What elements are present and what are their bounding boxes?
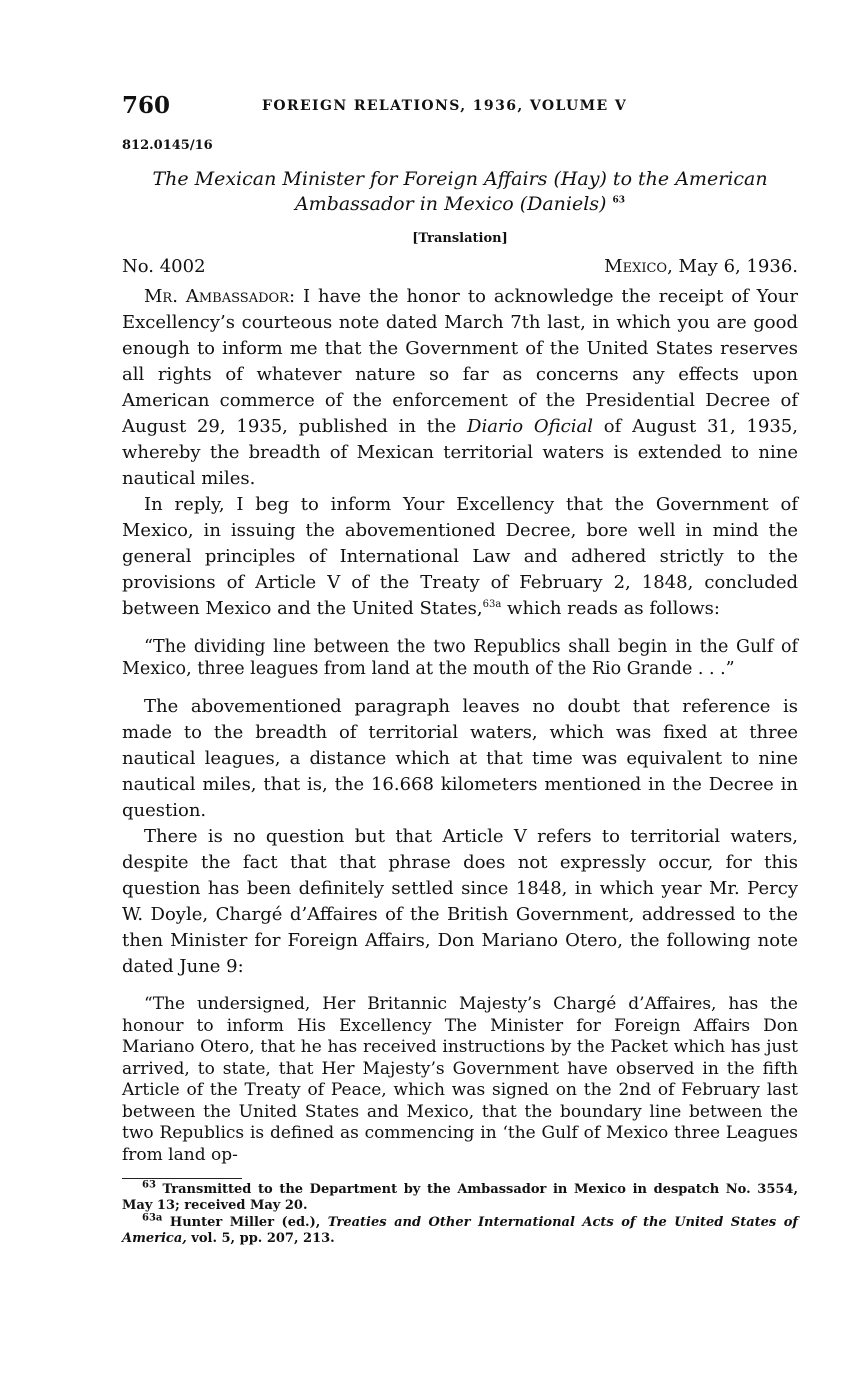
paragraph-2-text-a: In reply, I beg to inform Your Excellency that the Government of Mexico, in issuing the abovementioned Decree, bore well in mind the general principles of International Law and adhered strictly to the provisions of Article V of the Treaty of February 2, 1848, concluded between Mexico and the United States, — [122, 494, 798, 619]
title-line-2-text: Ambassador in Mexico (Daniels) — [294, 193, 607, 215]
footnote-63a — [122, 1212, 798, 1247]
block-quote-1: “The dividing line between the two Republics shall begin in the Gulf of Mexico, three leagues from land at the mouth of the Rio Grande . . .” — [122, 637, 798, 679]
footnote-63a-text-a: Hunter Miller (ed.), — [162, 1215, 328, 1230]
paragraph-1-text-a: I have the honor to acknowledge the receipt of Your Excellency’s courteous note dated March 7th last, in which you are good enough to inform me that the Government of the United States reserves all rights of whatever nature so far as concerns any effects upon American commerce of the enforcement of the Presidential Decree of August 29, 1935, published in the — [122, 286, 799, 437]
title-footnote-ref: 63 — [612, 195, 626, 206]
title-line-1: The Mexican Minister for Foreign Affairs (Hay) to the American — [152, 168, 768, 190]
page-header — [122, 88, 798, 124]
paragraph-3: The abovementioned paragraph leaves no doubt that reference is made to the breadth of territorial waters, which was fixed at three nautical leagues, a distance which at that time was equivalent to nine nautical miles, that is, the 16.668 kilometers mentioned in the Decree in question. — [122, 696, 798, 821]
dateline — [122, 256, 798, 282]
paragraph-4: There is no question but that Article V refers to territorial waters, despite the fact that that phrase does not expressly occur, for this question has been definitely settled since 1848, in which year Mr. Percy W. Doyle, Chargé d’Affaires of the British Government, addressed to the then Minister for Foreign Affairs, Don Mariano Otero, the following note dated June 9: — [122, 826, 798, 977]
paragraph-2 — [122, 492, 798, 622]
footnote-63-marker: 63 — [142, 1179, 156, 1191]
paragraph-1 — [122, 284, 798, 492]
paragraph-2-text-b: which reads as follows: — [501, 598, 720, 619]
file-number: 812.0145/16 — [122, 138, 213, 153]
document-title — [122, 167, 798, 217]
paragraph-2-footnote-ref: 63a — [482, 599, 502, 610]
document-page — [122, 88, 798, 1247]
date: , May 6, 1936. — [667, 256, 798, 277]
place-date — [604, 256, 798, 277]
footnote-63a-text-b: vol. 5, pp. 207, 213. — [186, 1231, 335, 1246]
paragraph-1-text-b: of August 31, 1935, whereby the breadth of Mexican territorial waters is extended to nine nautical miles. — [122, 416, 798, 489]
running-title: FOREIGN RELATIONS, 1936, VOLUME V — [262, 98, 628, 114]
page-number: 760 — [122, 92, 171, 119]
document-number: No. 4002 — [122, 256, 206, 277]
block-quote-2: “The undersigned, Her Britannic Majesty’s Chargé d’Affaires, has the honour to inform His Excellency The Minister for Foreign Affairs Don Mariano Otero, that he has received instructions by the Packet which has just arrived, to state, that Her Majesty’s Government have observed in the fifth Article of the Treaty of Peace, which was signed on the 2nd of February last between the United States and Mexico, that the boundary line between the two Republics is defined as commencing in ‘the Gulf of Mexico three Leagues from land op- — [122, 994, 798, 1165]
paragraph-1-italic: Diario Oficial — [467, 416, 594, 437]
footnote-63a-italic: Treaties and Other International Acts of the United States of America, — [122, 1215, 798, 1246]
translation-label: [Translation] — [412, 231, 508, 246]
footnote-63-text: Transmitted to the Department by the Ambassador in Mexico in despatch No. 3554, May 13; received May 20. — [122, 1182, 798, 1213]
footnote-63a-marker: 63a — [142, 1212, 163, 1224]
footnote-rule — [122, 1178, 242, 1179]
salutation: Mr. Ambassador: — [144, 286, 296, 307]
footnote-63 — [122, 1179, 798, 1214]
place: Mexico — [604, 256, 668, 277]
title-line-2 — [122, 192, 798, 217]
